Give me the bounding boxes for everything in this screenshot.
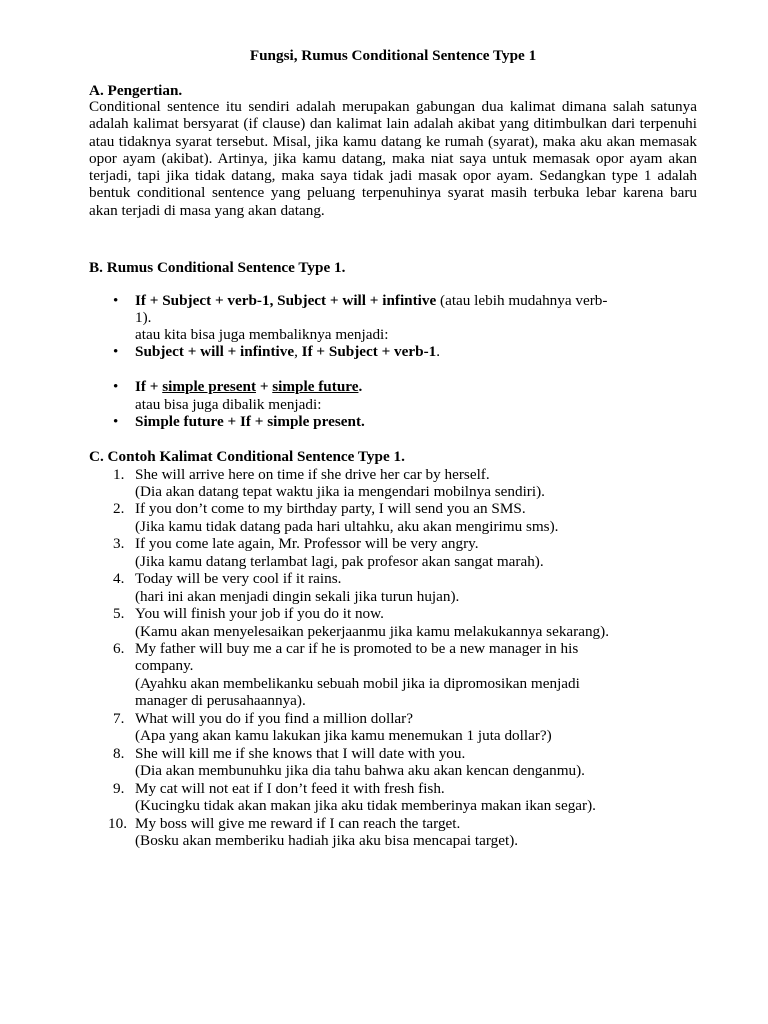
example-number: 10. xyxy=(108,814,127,832)
example-line: (Kucingku tidak akan makan jika aku tidak memberinya makan ikan segar). xyxy=(135,797,596,815)
example-number: 2. xyxy=(113,500,125,518)
formula-2-part-a: Subject + will + infintive xyxy=(135,343,295,360)
formula-note-2: atau bisa juga dibalik menjadi: xyxy=(135,396,322,413)
example-sentence: My father will buy me a car if he is promoted to be a new manager in his xyxy=(135,640,579,657)
example-sentence: If you don’t come to my birthday party, I will send you an SMS. xyxy=(135,500,526,518)
formula-bullet-1 xyxy=(135,292,607,310)
example-line: (Jika kamu tidak datang pada hari ultahku, aku akan mengirimu sms). xyxy=(135,517,559,535)
example-line: (hari ini akan menjadi dingin sekali jika turun hujan). xyxy=(135,587,460,605)
example-number: 4. xyxy=(113,570,125,588)
example-sentence: Today will be very cool if it rains. xyxy=(135,570,342,588)
example-sentence: She will kill me if she knows that I will date with you. xyxy=(135,744,466,762)
simple-future-term: simple future xyxy=(272,378,359,395)
section-b-heading: B. Rumus Conditional Sentence Type 1. xyxy=(89,259,346,276)
example-number: 9. xyxy=(113,779,125,797)
document-title: Fungsi, Rumus Conditional Sentence Type 1 xyxy=(249,47,537,64)
example-line: manager di perusahaannya). xyxy=(135,692,306,710)
example-line: company. xyxy=(135,657,194,675)
formula-2-end: . xyxy=(436,343,441,360)
formula-bullet-4: Simple future + If + simple present. xyxy=(135,413,365,430)
formula-1-bold: If + Subject + verb-1, Subject + will + infintive xyxy=(135,292,437,309)
formula-note-1: atau kita bisa juga membaliknya menjadi: xyxy=(135,326,389,343)
example-number: 6. xyxy=(113,640,125,657)
example-line: (Dia akan membunuhku jika dia tahu bahwa aku akan kencan denganmu). xyxy=(135,762,585,780)
example-sentence: If you come late again, Mr. Professor will be very angry. xyxy=(135,535,479,553)
example-line: (Jika kamu datang terlambat lagi, pak profesor akan sangat marah). xyxy=(135,552,544,570)
example-sentence: My cat will not eat if I don’t feed it with fresh fish. xyxy=(135,779,445,797)
example-number: 5. xyxy=(113,605,125,623)
example-line: (Dia akan datang tepat waktu jika ia mengendari mobilnya sendiri). xyxy=(135,482,545,500)
example-line: (Kamu akan menyelesaikan pekerjaanmu jika kamu melakukannya sekarang). xyxy=(135,622,609,640)
section-c-heading: C. Contoh Kalimat Conditional Sentence Type 1. xyxy=(89,448,405,465)
formula-3-dot: . xyxy=(358,378,363,395)
example-sentence: My boss will give me reward if I can reach the target. xyxy=(135,814,461,832)
bullet-dot: • xyxy=(113,343,119,360)
bullet-dot: • xyxy=(113,292,119,309)
example-sentence: She will arrive here on time if she drive her car by herself. xyxy=(135,465,490,483)
formula-3-if: If + xyxy=(135,378,163,395)
example-number: 1. xyxy=(113,465,125,483)
section-a-paragraph: Conditional sentence itu sendiri adalah merupakan gabungan dua kalimat dimana salah satunya adalah kalimat bersyarat (if clause) dan kalimat lain adalah akibat yang ditimbulkan dari terpenuhi atau tidaknya syarat tersebut. Misal, jika kamu datang ke rumah (syarat), maka aku akan memasak opor ayam (akibat). Artinya, jika kamu datang, maka niat saya untuk memasak opor ayam akan terjadi, tapi jika tidak datang, maka saya tidak jadi masak opor ayam. Sedangkan type 1 adalah bentuk conditional sentence yang peluang terpenuhinya syarat masih terbuka lebar karena baru akan terjadi di masa yang akan datang. xyxy=(89,98,697,219)
formula-3-plus: + xyxy=(256,378,273,395)
section-a-heading: A. Pengertian. xyxy=(89,82,183,99)
simple-present-term: simple present xyxy=(162,378,257,395)
example-number: 7. xyxy=(113,709,125,727)
example-line: (Bosku akan memberiku hadiah jika aku bisa mencapai target). xyxy=(135,831,519,849)
formula-2-separator: , xyxy=(294,343,302,360)
formula-bullet-2 xyxy=(135,343,440,361)
example-line: (Apa yang akan kamu lakukan jika kamu menemukan 1 juta dollar?) xyxy=(135,727,552,745)
formula-1-continued: 1). xyxy=(135,309,152,326)
formula-2-part-b: If + Subject + verb-1 xyxy=(301,343,437,360)
example-line: (Ayahku akan membelikanku sebuah mobil jika ia dipromosikan menjadi xyxy=(135,674,580,692)
bullet-dot: • xyxy=(113,378,119,395)
example-number: 8. xyxy=(113,744,125,762)
formula-1-note: (atau lebih mudahnya verb- xyxy=(436,292,608,309)
example-number: 3. xyxy=(113,535,125,553)
example-sentence: What will you do if you find a million dollar? xyxy=(135,709,413,727)
bullet-dot: • xyxy=(113,413,119,430)
formula-bullet-3 xyxy=(135,378,362,396)
example-sentence: You will finish your job if you do it now. xyxy=(135,605,384,623)
